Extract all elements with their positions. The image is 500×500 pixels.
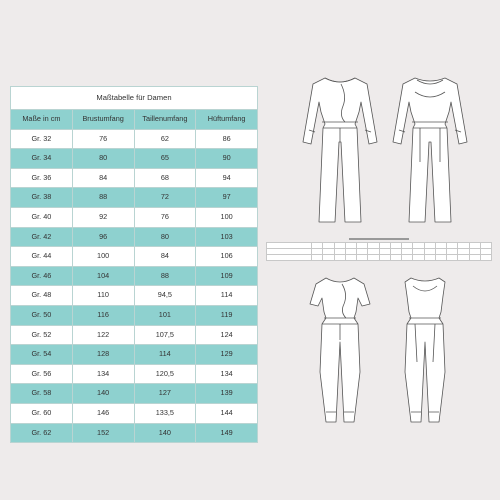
header-size: Maße in cm — [11, 110, 73, 130]
cell-waist: 94,5 — [134, 286, 196, 306]
jumpsuit-back-long-sleeve-drawing — [385, 72, 475, 234]
cell-waist: 72 — [134, 188, 196, 208]
cell-size: Gr. 40 — [11, 207, 73, 227]
cell-hip: 97 — [196, 188, 258, 208]
cell-hip: 106 — [196, 247, 258, 267]
cell-size: Gr. 54 — [11, 345, 73, 365]
table-row — [11, 266, 258, 286]
cell-size: Gr. 62 — [11, 423, 73, 443]
cell-waist: 84 — [134, 247, 196, 267]
cell-size: Gr. 46 — [11, 266, 73, 286]
cell-size: Gr. 50 — [11, 305, 73, 325]
cell-bust: 134 — [72, 364, 134, 384]
cell-waist: 76 — [134, 207, 196, 227]
cell-bust: 104 — [72, 266, 134, 286]
mini-size-table — [266, 242, 492, 261]
cell-size: Gr. 56 — [11, 364, 73, 384]
cell-hip: 129 — [196, 345, 258, 365]
cell-bust: 100 — [72, 247, 134, 267]
table-row — [11, 247, 258, 267]
jumpsuit-front-short-sleeve-drawing — [300, 272, 380, 434]
cell-bust: 122 — [72, 325, 134, 345]
cell-bust: 140 — [72, 384, 134, 404]
table-title: Maßtabelle für Damen — [11, 87, 258, 110]
cell-size: Gr. 32 — [11, 129, 73, 149]
cell-waist: 65 — [134, 149, 196, 169]
cell-size: Gr. 58 — [11, 384, 73, 404]
cell-bust: 110 — [72, 286, 134, 306]
cell-size: Gr. 38 — [11, 188, 73, 208]
cell-size: Gr. 44 — [11, 247, 73, 267]
cell-waist: 127 — [134, 384, 196, 404]
header-waist: Taillenumfang — [134, 110, 196, 130]
cell-size: Gr. 52 — [11, 325, 73, 345]
cell-bust: 116 — [72, 305, 134, 325]
header-hip: Hüftumfang — [196, 110, 258, 130]
table-row — [11, 325, 258, 345]
cell-hip: 114 — [196, 286, 258, 306]
cell-waist: 62 — [134, 129, 196, 149]
cell-waist: 68 — [134, 168, 196, 188]
cell-waist: 133,5 — [134, 403, 196, 423]
cell-bust: 76 — [72, 129, 134, 149]
table-row — [11, 403, 258, 423]
table-row — [11, 384, 258, 404]
cell-hip: 119 — [196, 305, 258, 325]
cell-bust: 88 — [72, 188, 134, 208]
cell-waist: 88 — [134, 266, 196, 286]
cell-bust: 146 — [72, 403, 134, 423]
cell-hip: 109 — [196, 266, 258, 286]
cell-hip: 149 — [196, 423, 258, 443]
cell-waist: 120,5 — [134, 364, 196, 384]
table-row — [11, 227, 258, 247]
cell-hip: 90 — [196, 149, 258, 169]
table-header-row — [11, 110, 258, 130]
table-row — [11, 188, 258, 208]
cell-hip: 100 — [196, 207, 258, 227]
cell-bust: 152 — [72, 423, 134, 443]
table-row — [11, 305, 258, 325]
cell-size: Gr. 42 — [11, 227, 73, 247]
table-row — [11, 423, 258, 443]
cell-waist: 114 — [134, 345, 196, 365]
cell-size: Gr. 36 — [11, 168, 73, 188]
size-table — [10, 86, 258, 443]
table-row — [11, 286, 258, 306]
cell-hip: 144 — [196, 403, 258, 423]
jumpsuit-front-long-sleeve-drawing — [295, 72, 385, 234]
cell-bust: 84 — [72, 168, 134, 188]
cell-size: Gr. 48 — [11, 286, 73, 306]
cell-bust: 128 — [72, 345, 134, 365]
cell-size: Gr. 34 — [11, 149, 73, 169]
cell-bust: 96 — [72, 227, 134, 247]
header-bust: Brustumfang — [72, 110, 134, 130]
cell-bust: 80 — [72, 149, 134, 169]
table-row — [11, 168, 258, 188]
table-row — [11, 345, 258, 365]
cell-waist: 101 — [134, 305, 196, 325]
cell-size: Gr. 60 — [11, 403, 73, 423]
table-row — [11, 207, 258, 227]
table-row — [11, 149, 258, 169]
table-row — [11, 364, 258, 384]
table-row — [11, 129, 258, 149]
cell-hip: 103 — [196, 227, 258, 247]
cell-hip: 86 — [196, 129, 258, 149]
cell-waist: 140 — [134, 423, 196, 443]
cell-hip: 124 — [196, 325, 258, 345]
cell-waist: 80 — [134, 227, 196, 247]
cell-hip: 94 — [196, 168, 258, 188]
cell-bust: 92 — [72, 207, 134, 227]
jumpsuit-back-sleeveless-drawing — [385, 272, 465, 434]
cell-hip: 134 — [196, 364, 258, 384]
cell-hip: 139 — [196, 384, 258, 404]
cell-waist: 107,5 — [134, 325, 196, 345]
mini-table-caption — [266, 237, 492, 241]
